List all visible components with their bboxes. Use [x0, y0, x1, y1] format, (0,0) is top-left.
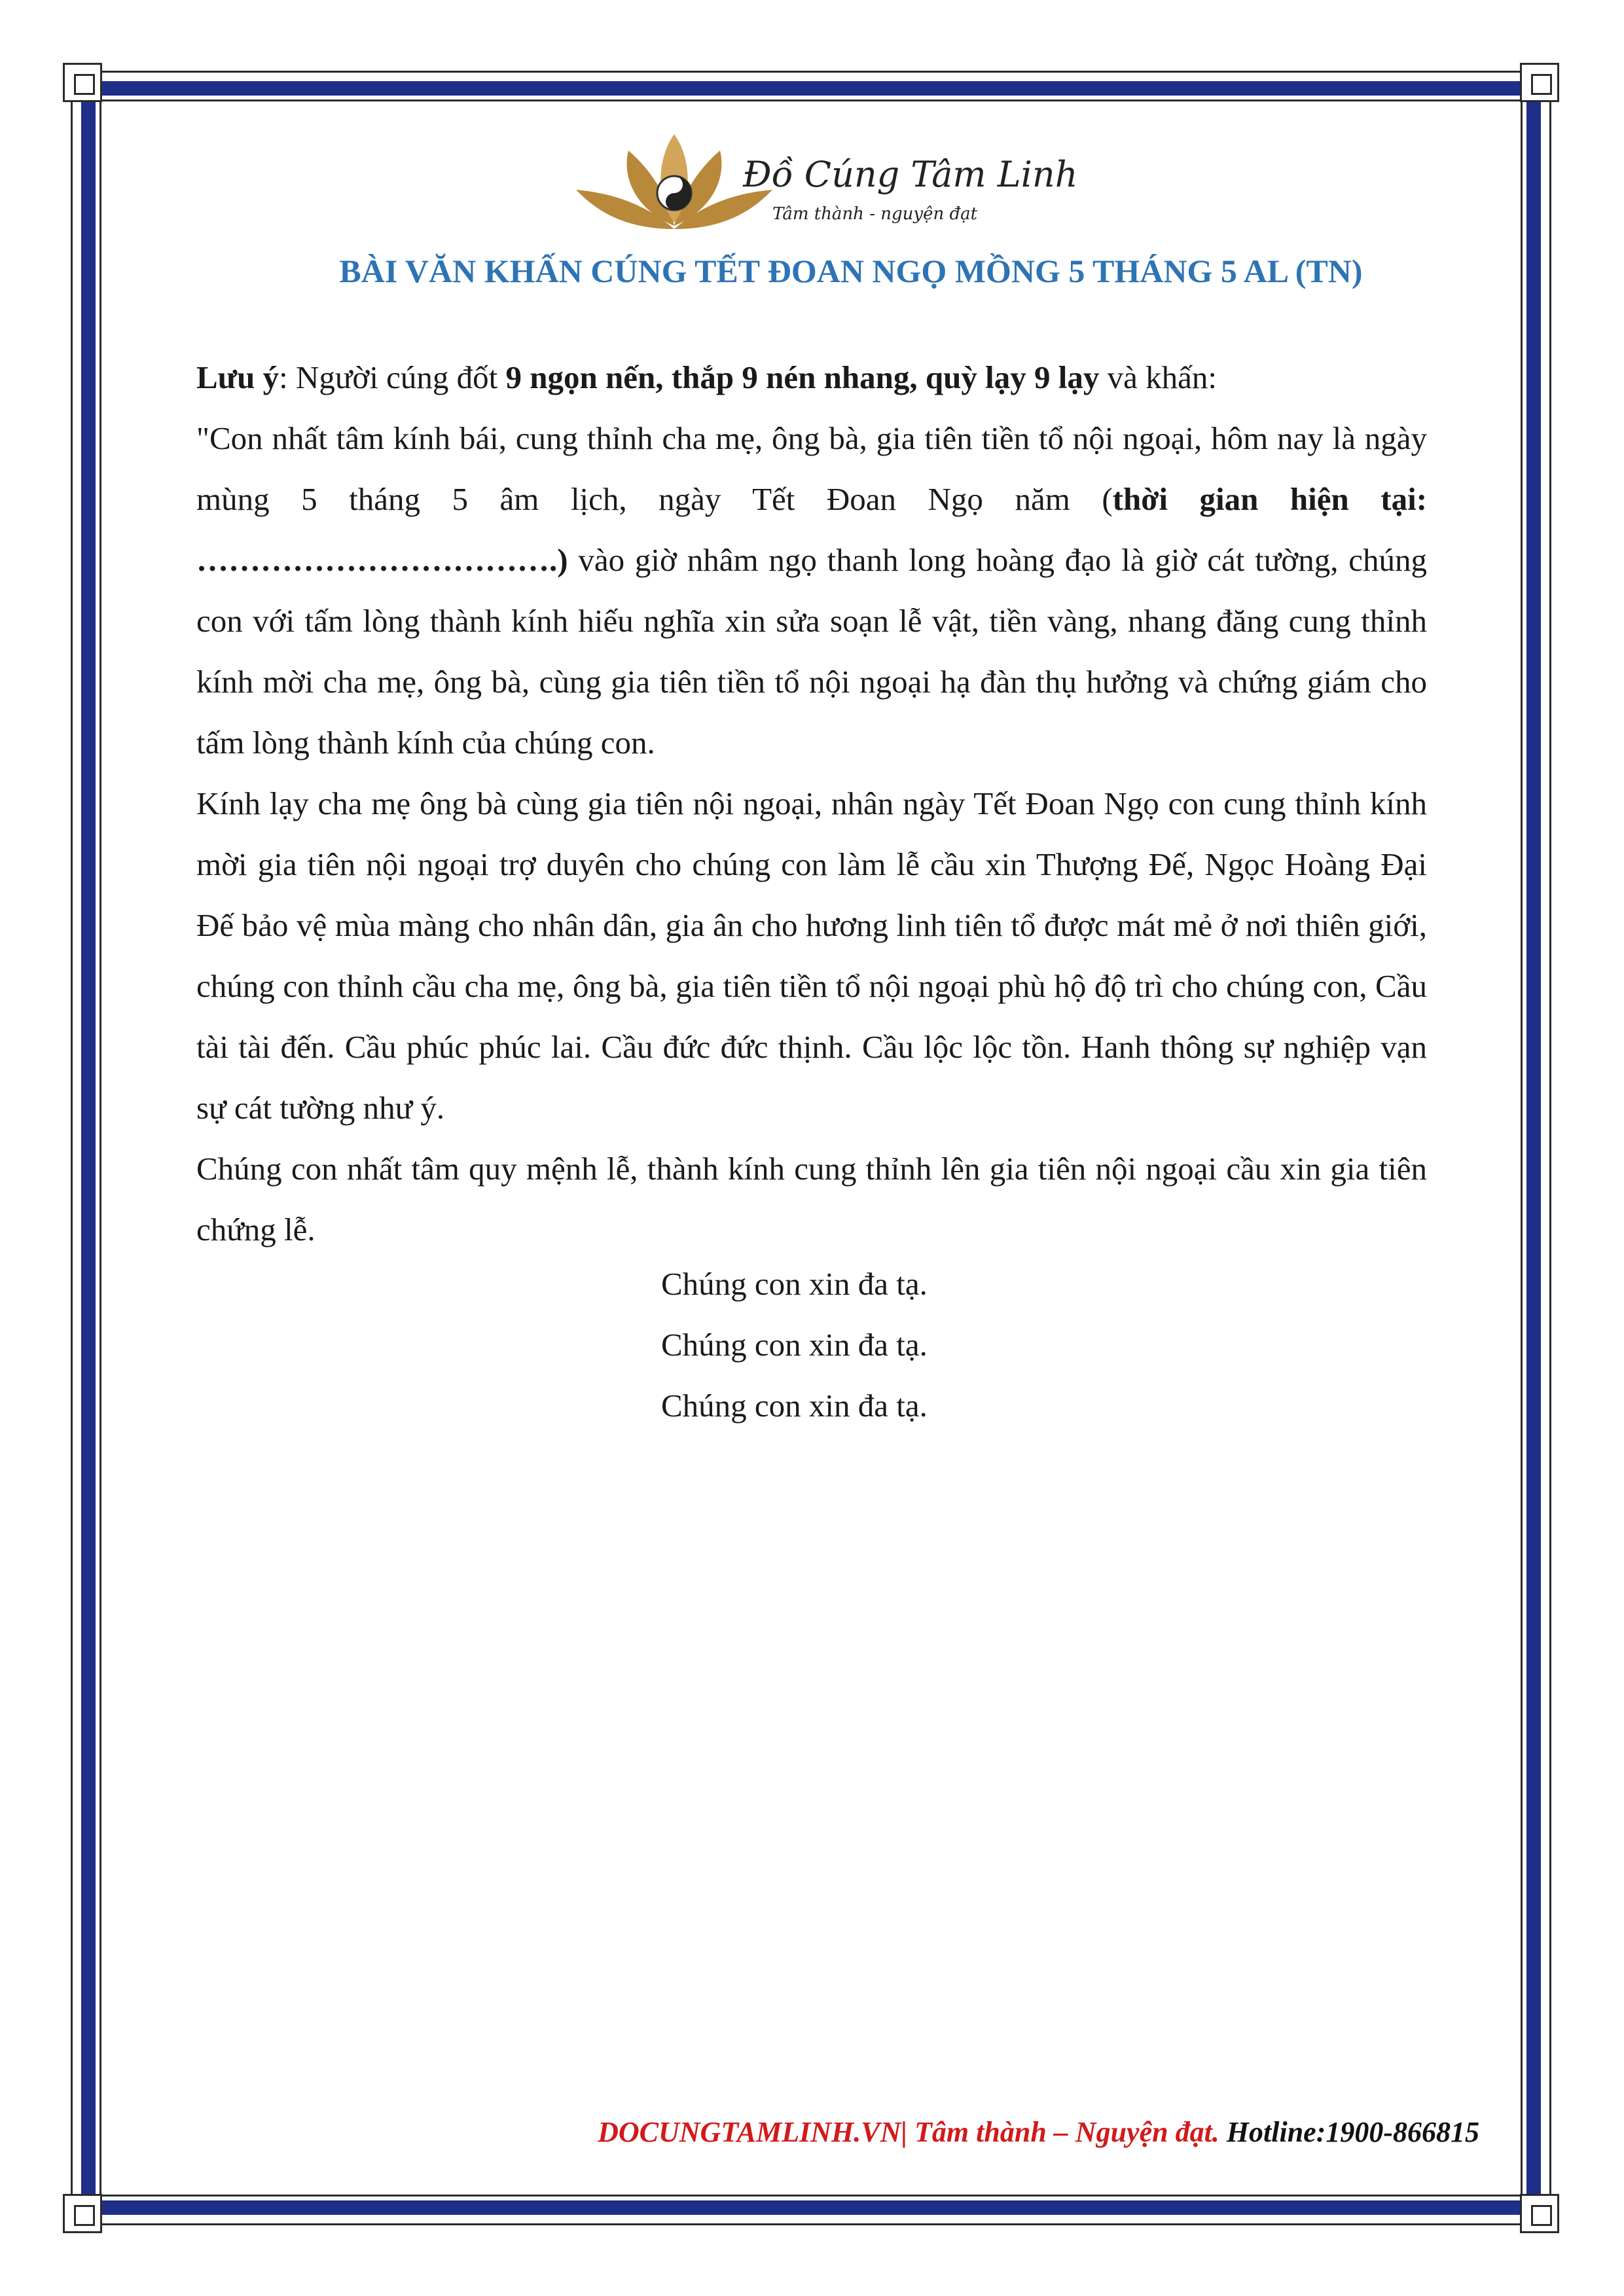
corner-ornament-top-right [1520, 63, 1559, 102]
page-title: BÀI VĂN KHẤN CÚNG TẾT ĐOAN NGỌ MỒNG 5 THÁNG 5 AL (TN) [339, 253, 1363, 289]
closing-line: Chúng con xin đa tạ. [661, 1266, 928, 1302]
corner-ornament-bottom-right [1520, 2194, 1559, 2233]
logo-tagline: Tâm thành - nguyện đạt [772, 204, 978, 224]
brand-logo [576, 131, 1078, 242]
lotus-logo-icon [576, 131, 1078, 242]
closing-line: Chúng con xin đa tạ. [661, 1327, 928, 1363]
paragraph-3: Chúng con nhất tâm quy mệnh lễ, thành kính cung thỉnh lên gia tiên nội ngoại cầu xin gia tiên chứng lễ. [196, 1151, 1427, 1247]
note-label: Lưu ý [196, 359, 280, 395]
footer-hotline: Hotline:1900-866815 [1219, 2116, 1479, 2148]
corner-ornament-bottom-left [63, 2194, 102, 2233]
paragraph-1-text-1: "Con nhất tâm kính bái, cung thỉnh cha mẹ, ông bà, gia tiên tiền tổ nội ngoại, hôm nay là ngày mùng 5 tháng 5 âm lịch, ngày Tết Đoan Ngọ năm ( [196, 420, 1427, 517]
footer-site: DOCUNGTAMLINH.VN| Tâm thành – Nguyện đạt. [598, 2116, 1219, 2148]
paragraph-2: Kính lạy cha mẹ ông bà cùng gia tiên nội ngoại, nhân ngày Tết Đoan Ngọ con cung thỉnh kính mời gia tiên nội ngoại trợ duyên cho chúng con làm lễ cầu xin Thượng Đế, Ngọc Hoàng Đại Đế bảo vệ mùa màng cho nhân dân, gia ân cho hương linh tiên tổ được mát mẻ ở nơi thiên giới, chúng con thỉnh cầu cha mẹ, ông bà, gia tiên tiền tổ nội ngoại phù hộ độ trì cho chúng con, Cầu tài tài đến. Cầu phúc phúc lai. Cầu đức đức thịnh. Cầu lộc lộc tồn. Hanh thông sự nghiệp vạn sự cát tường như ý. [196, 785, 1427, 1126]
paragraph-1-time-placeholder: thời gian hiện tại: …………………………….) [196, 481, 1428, 578]
corner-ornament-top-left [63, 63, 102, 102]
page-footer [393, 2115, 1479, 2149]
note-text-2: và khấn: [1099, 359, 1217, 395]
prayer-body [196, 347, 1427, 1260]
note-bold-instructions: 9 ngọn nến, thắp 9 nén nhang, quỳ lạy 9 lạy [505, 359, 1100, 395]
logo-wordmark: Đồ Cúng Tâm Linh [743, 154, 1078, 195]
closing-line: Chúng con xin đa tạ. [661, 1388, 928, 1424]
paragraph-1 [196, 408, 1427, 773]
closing-block [661, 1253, 1119, 1436]
note-paragraph [196, 347, 1427, 408]
paragraph-1-text-2: vào giờ nhâm ngọ thanh long hoàng đạo là giờ cát tường, chúng con với tấm lòng thành kính hiếu nghĩa xin sửa soạn lễ vật, tiền vàng, nhang đăng cung thỉnh kính mời cha mẹ, ông bà, cùng gia tiên tiền tổ nội ngoại hạ đàn thụ hưởng và chứng giám cho tấm lòng thành kính của chúng con. [196, 542, 1427, 761]
note-text-1: : Người cúng đốt [279, 359, 506, 395]
